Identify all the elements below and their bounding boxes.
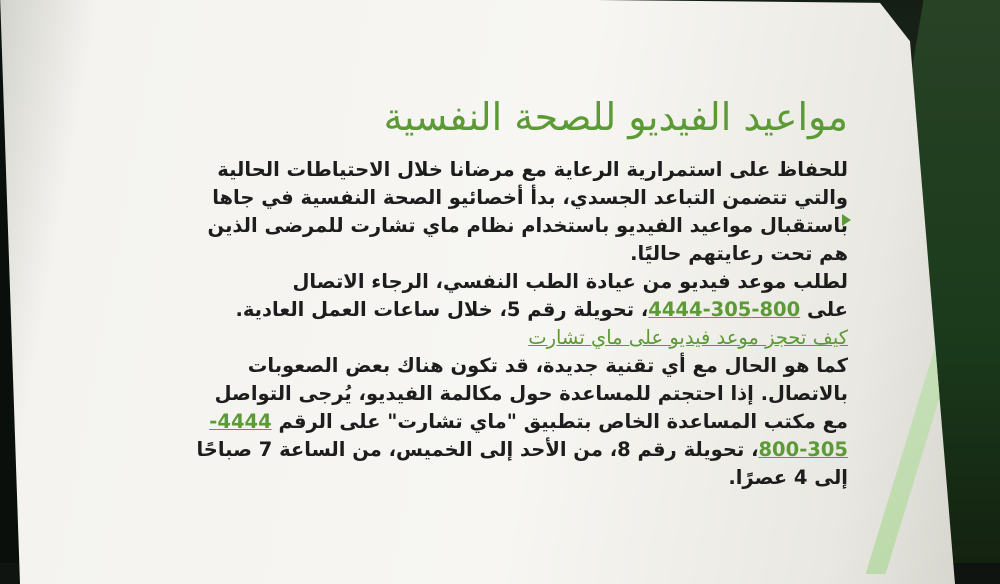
slide-title: مواعيد الفيديو للصحة النفسية [383, 95, 848, 140]
helpdesk-phone-part-2[interactable]: 800-305 [758, 438, 848, 461]
body-line-8: كما هو الحال مع أي تقنية جديدة، قد تكون هناك بعض الصعوبات [247, 354, 848, 377]
body-line-12: إلى 4 عصرًا. [728, 466, 848, 489]
body-line-5: لطلب موعد فيديو من عيادة الطب النفسي، الرجاء الاتصال [292, 270, 848, 293]
body-line-3: باستقبال مواعيد الفيديو باستخدام نظام ماي تشارت للمرضى الذين [207, 214, 848, 237]
body-line-6 [123, 296, 848, 324]
body-line-10 [123, 408, 848, 436]
body-line-1: للحفاظ على استمرارية الرعاية مع مرضانا خلال الاحتياطات الحالية [217, 158, 848, 181]
body-line-7 [123, 324, 848, 352]
mychart-video-booking-link[interactable]: كيف تحجز موعد فيديو على ماي تشارت [528, 326, 848, 349]
body-line-11 [123, 436, 848, 464]
phone-number-link[interactable]: 800-305-4444 [648, 298, 801, 321]
line-6-suffix: ، تحويلة رقم 5، خلال ساعات العمل العادية. [235, 298, 649, 321]
line-6-prefix: على [800, 298, 848, 321]
line-10-prefix: مع مكتب المساعدة الخاص بتطبيق "ماي تشارت" على الرقم [271, 410, 848, 433]
line-11-suffix: ، تحويلة رقم 8، من الأحد إلى الخميس، من الساعة 7 صباحًا [196, 438, 759, 461]
helpdesk-phone-part-1[interactable]: 4444- [209, 410, 272, 433]
body-line-2: والتي تتضمن التباعد الجسدي، بدأ أخصائيو الصحة النفسية في جاها [212, 186, 848, 209]
body-line-4: هم تحت رعايتهم حاليًا. [630, 242, 848, 265]
body-line-9: بالاتصال. إذا احتجتم للمساعدة حول مكالمة الفيديو، يُرجى التواصل [214, 382, 848, 405]
slide-body [123, 156, 848, 492]
